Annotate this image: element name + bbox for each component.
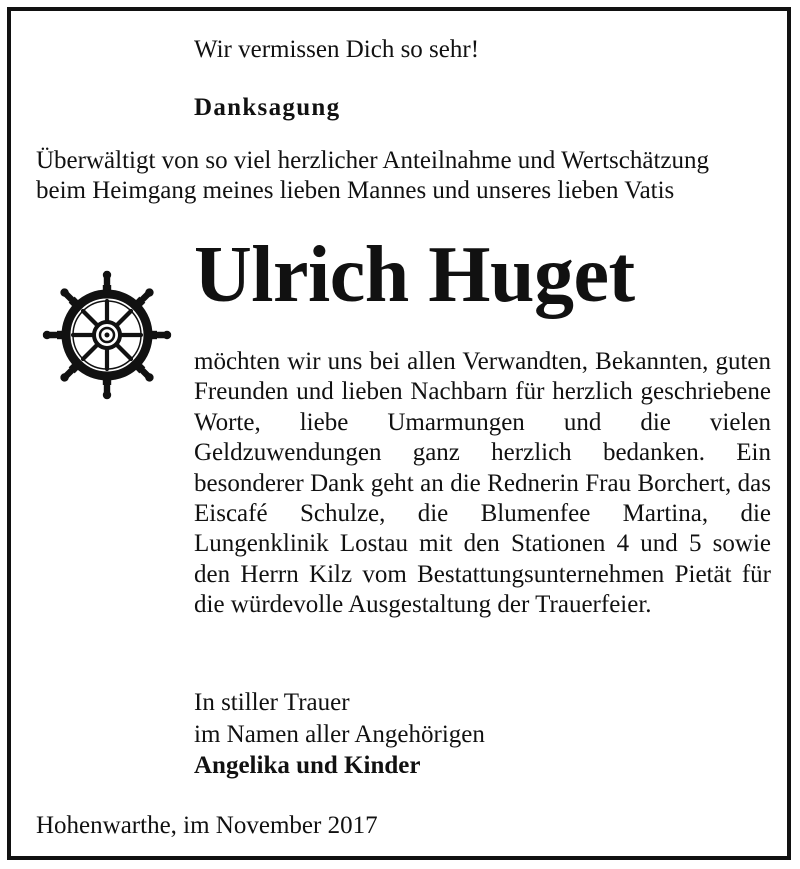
tagline: Wir vermissen Dich so sehr! — [194, 36, 480, 63]
signature-names: Angelika und Kinder — [194, 752, 421, 779]
place-date: Hohenwarthe, im November 2017 — [36, 812, 378, 839]
ship-wheel-icon — [41, 269, 173, 401]
signature-line-2: im Namen aller Angehörigen — [194, 721, 485, 748]
intro-line-2: beim Heimgang meines lieben Mannes und unseres lieben Vatis — [36, 177, 675, 204]
signature-line-1: In stiller Trauer — [194, 689, 350, 716]
intro-line-1: Überwältigt von so viel herzlicher Anteilnahme und Wertschätzung — [36, 147, 710, 174]
heading: Danksagung — [194, 94, 341, 121]
obituary-ad — [7, 7, 791, 860]
deceased-name: Ulrich Huget — [194, 231, 635, 319]
body-text: möchten wir uns bei allen Verwandten, Bekannten, guten Freunden und lieben Nachbarn für herzlich geschriebene Worte, liebe Umarmungen und die vielen Geldzuwendungen ganz herzlich bedanken. Ein besonderer Dank geht an die Rednerin Frau Borchert, das Eiscafé Schulze, die Blumenfee Martina, die Lungenklinik Lostau mit den Stationen 4 und 5 sowie den Herrn Kilz vom Bestattungsunternehmen Pietät für die würdevolle Ausgestaltung der Trauerfeier. — [194, 348, 771, 619]
